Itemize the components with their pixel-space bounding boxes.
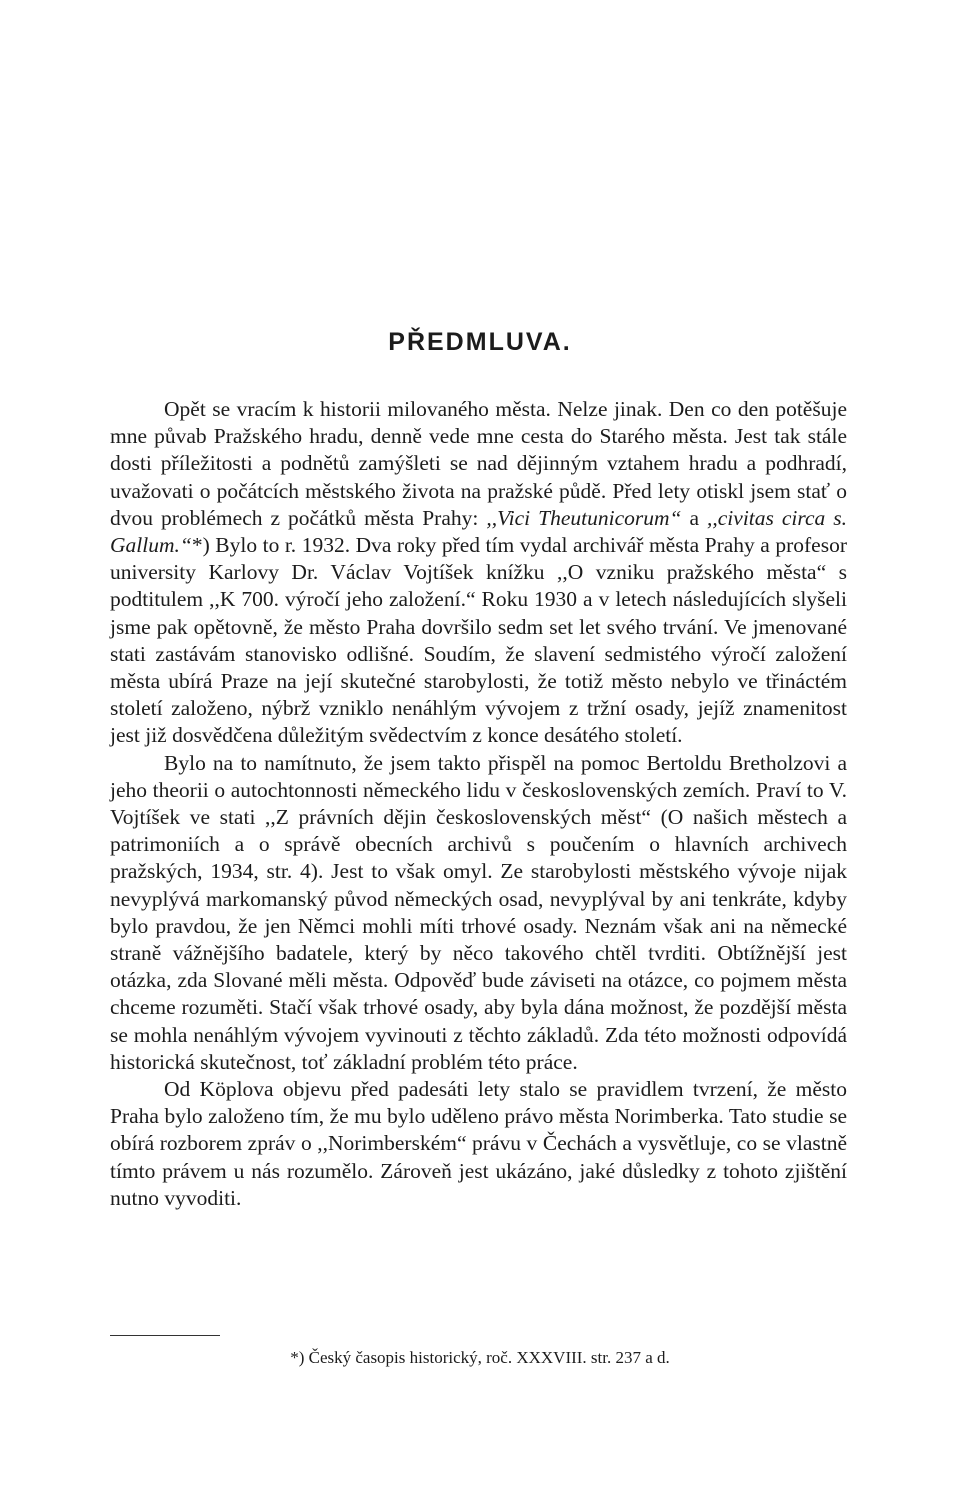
paragraph-2: Bylo na to namítnuto, že jsem takto přispěl na pomoc Bertoldu Bretholzovi a jeho theorii o autochtonnosti německého lidu v československých zemích. Praví to V. Vojtíšek ve stati ,,Z právních dějin československých měst“ (O našich městech a patrimoniích a o správě obecních archivů s poučením o hlavních archivech pražských, 1934, str. 4). Jest to však omyl. Ze starobylosti městského vývoje nijak nevyplývá markomanský původ německých osad, nevyplýval by ani tenkráte, kdyby bylo pravdou, že jen Němci mohli míti trhové osady. Neznám však ani na německé straně vážnějšího badatele, který by něco takového chtěl tvrditi. Obtížnější jest otázka, zda Slované měli města. Odpověď bude záviseti na otázce, co pojmem města chceme rozuměti. Stačí však trhové osady, aby byla dána možnost, že pozdější města se mohla nenáhlým vývojem vyvinouti z těchto základů. Zda této možnosti odpovídá historická skutečnost, toť základní problém této práce. (110, 750, 847, 1074)
page-title: PŘEDMLUVA. (388, 328, 572, 356)
italic-vici-theutunicorum: ,,Vici Theutunicorum“ (486, 505, 682, 530)
footnote-divider (110, 1335, 220, 1336)
paragraph-1-text-b: a (681, 505, 708, 530)
body-text (110, 396, 847, 1212)
paragraph-1-text-c: *) Bylo to r. 1932. Dva roky před tím vydal archivář města Prahy a profesor university Karlovy Dr. Václav Vojtíšek knížku ,,O vzniku pražského města“ s podtitulem ,,K 700. výročí jeho založení.“ Roku 1930 a v letech následujících slyšeli jsme pak opětovně, že město Praha dovršilo sedm set let svého trvání. Ve jmenované stati zastávám stanovisko odlišné. Soudím, že slavení sedmistého výročí založení města ubírá Praze na její skutečné starobylosti, že totiž město nebylo ve třináctém století založeno, nýbrž vzniklo nenáhlým vývojem z tržní osady, jejíž znamenitost jest již dosvědčena důležitým svědectvím z konce desátého století. (110, 533, 847, 748)
paragraph-1-text-a: Opět se vracím k historii milovaného města. Nelze jinak. Den co den potěšuje mne půvab Pražského hradu, denně vede mne cesta do Starého města. Jest tak stále dosti příležitosti a podnětů zamýšleti se nad dějinným vztahem hradu a podhradí, uvažovati o počátcích městského života na pražské půdě. Před lety otiskl jsem stať o dvou problémech z počátků města Prahy: (110, 397, 847, 530)
footnote: *) Český časopis historický, roč. XXXVIII. str. 237 a d. (290, 1348, 670, 1367)
paragraph-3: Od Köplova objevu před padesáti lety stalo se pravidlem tvrzení, že město Praha bylo založeno tím, že mu bylo uděleno právo města Norimberka. Tato studie se obírá rozborem zpráv o ,,Norimberském“ právu v Čechách a vysvětluje, co se vlastně tímto právem u nás rozumělo. Zároveň jest ukázáno, jaké důsledky z tohoto zjištění nutno vyvoditi. (110, 1077, 847, 1210)
italic-civitas-circa: ,,civitas circa s. Gallum.“ (110, 505, 847, 558)
paragraph-1 (110, 396, 847, 750)
